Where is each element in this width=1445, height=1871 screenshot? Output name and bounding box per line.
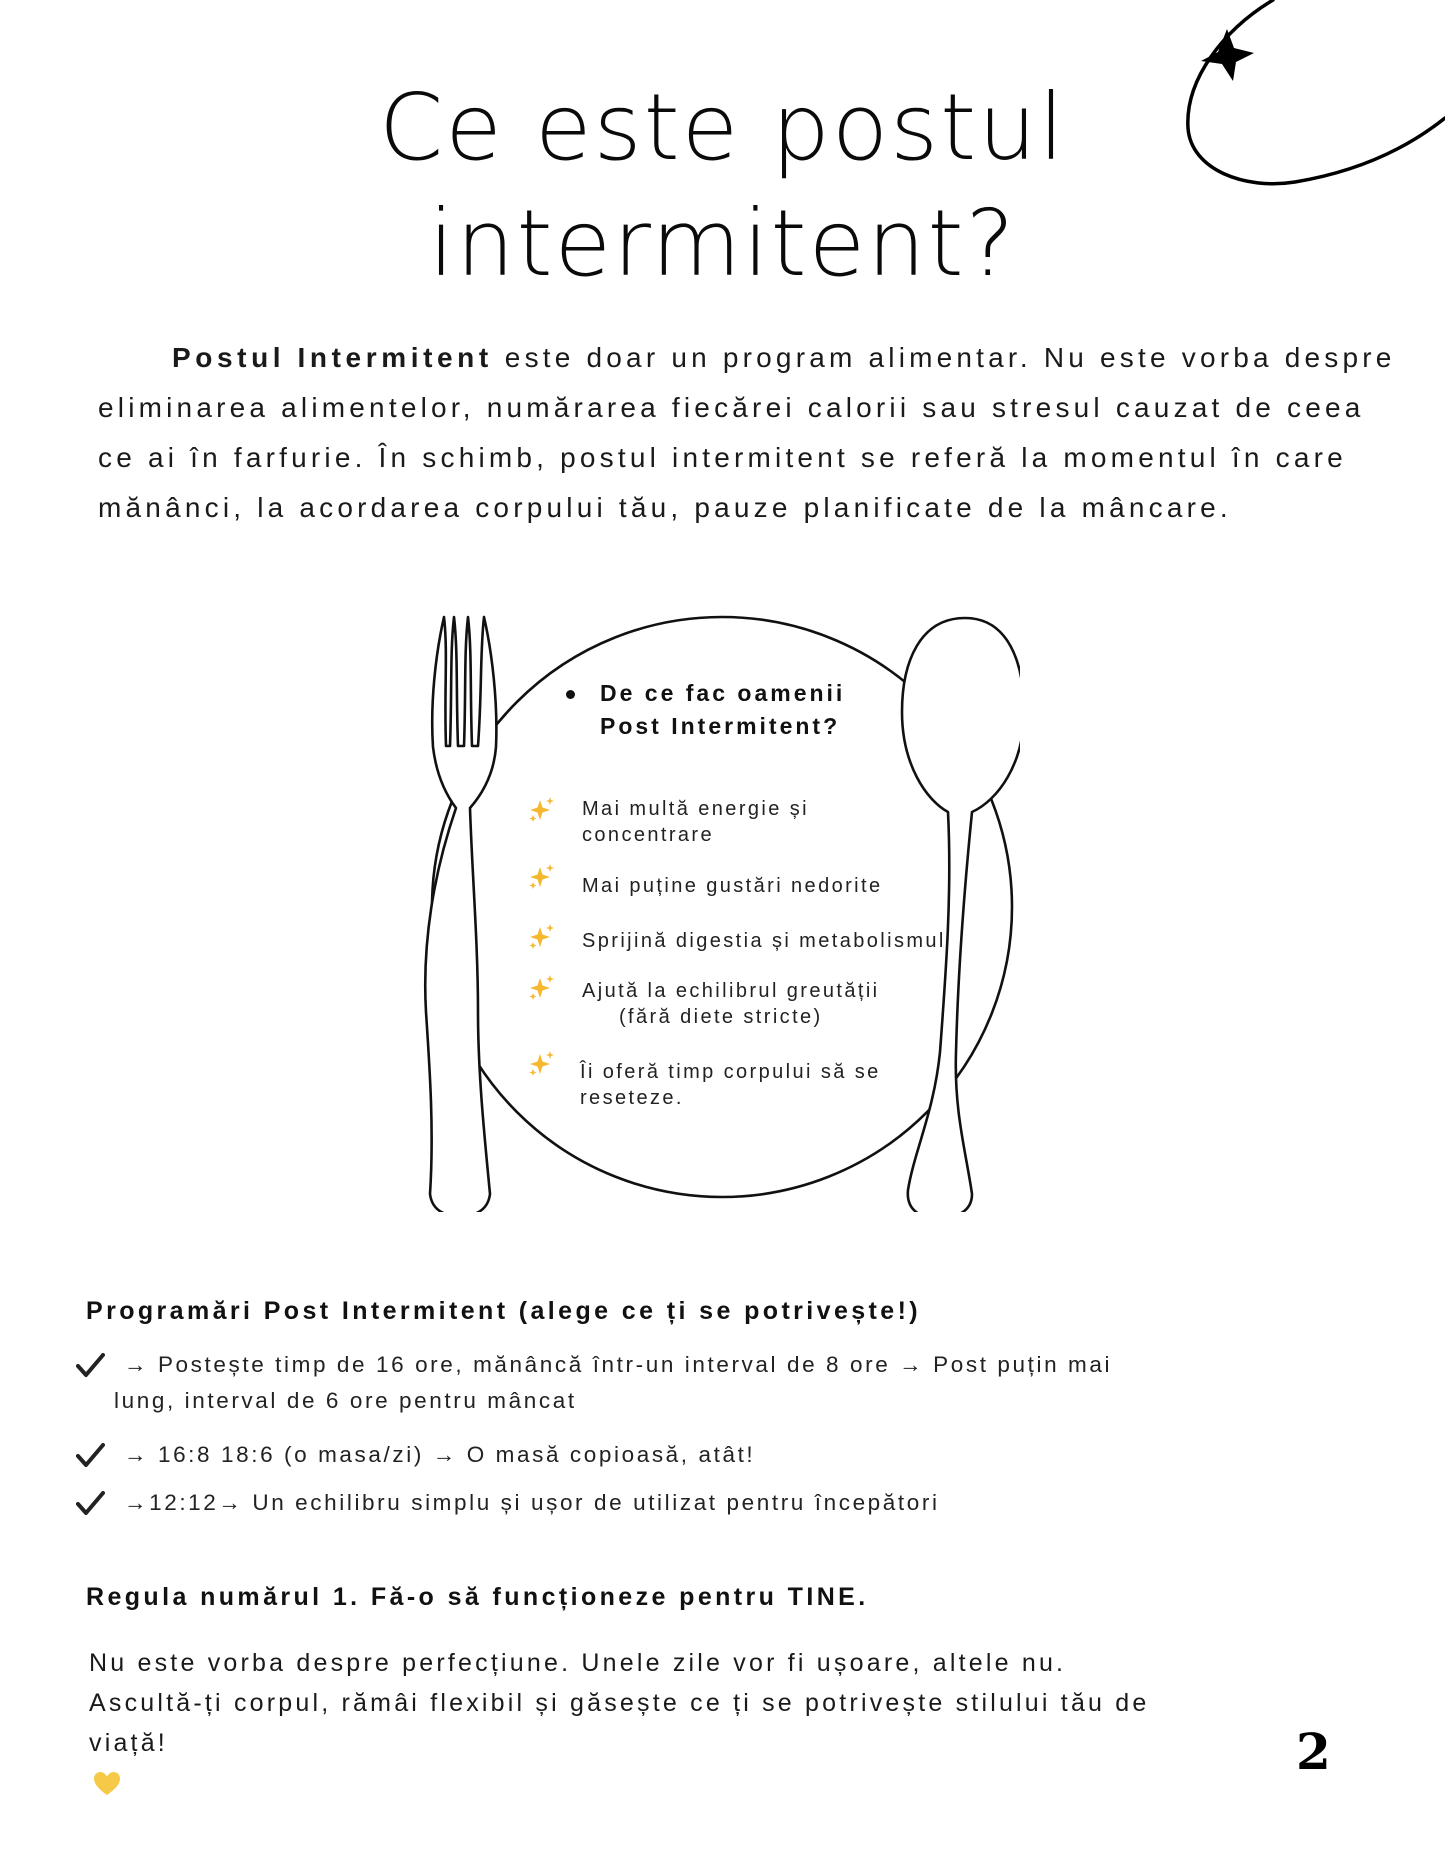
intro-paragraph: [98, 333, 1398, 533]
yellow-heart-icon: [93, 1771, 121, 1797]
sparkles-icon: [528, 863, 556, 891]
title-line-2: intermitent?: [428, 190, 1017, 297]
check-icon: [76, 1353, 106, 1379]
benefit-line: (fără diete stricte): [619, 1006, 823, 1028]
schedule-item: [76, 1347, 1112, 1419]
rule-heading: Regula numărul 1. Fă-o să funcționeze pentru TINE.: [86, 1583, 869, 1611]
schedule-line: →12:12→ Un echilibru simplu și ușor de utilizat pentru începători: [124, 1490, 940, 1515]
closing-paragraph: [89, 1643, 1289, 1803]
benefit-line: reseteze.: [580, 1087, 684, 1109]
benefit-line: Mai puține gustări nedorite: [582, 875, 883, 897]
schedule-line: → Postește timp de 16 ore, mănâncă într-un interval de 8 ore → Post puțin mai: [124, 1352, 1113, 1377]
benefit-item: [528, 928, 946, 954]
title-line-1: Ce este postul: [378, 74, 1067, 181]
benefit-item: [528, 978, 880, 1030]
plate-heading-line-1: De ce fac oamenii: [600, 680, 846, 706]
schedule-item: [76, 1437, 755, 1473]
sparkles-icon: [528, 974, 556, 1002]
benefit-line: Ajută la echilibrul greutății: [582, 980, 880, 1002]
closing-line-1: Nu este vorba despre perfecțiune. Unele zile vor fi ușoare, altele nu.: [89, 1649, 1067, 1677]
closing-line-3: viață!: [89, 1729, 168, 1757]
benefit-line: Îi oferă timp corpului să se: [580, 1061, 881, 1083]
schedules-heading: Programări Post Intermitent (alege ce ți se potrivește!): [86, 1297, 922, 1325]
benefit-item: [528, 873, 883, 899]
benefit-line: Mai multă energie și: [582, 798, 809, 820]
intro-text: este doar un program alimentar. Nu este vorba despre eliminarea alimentelor, numărarea fiecărei calorii sau stresul cauzat de ceea ce ai în farfurie. În schimb, postul intermitent se referă la momentul în care mănânci, la acordarea corpului tău, pauze planificate de la mâncare.: [98, 342, 1396, 523]
closing-line-2: Ascultă-ți corpul, rămâi flexibil și găsește ce ți se potrivește stilului tău de: [89, 1689, 1150, 1717]
benefit-line: concentrare: [582, 824, 715, 846]
plate-heading: [566, 677, 845, 743]
sparkles-icon: [528, 923, 556, 951]
intro-bold: Postul Intermitent: [172, 342, 493, 373]
schedule-line: lung, interval de 6 ore pentru mâncat: [114, 1388, 577, 1413]
page-number: 2: [1296, 1722, 1331, 1781]
plate-heading-line-2: Post Intermitent?: [600, 713, 841, 739]
sparkles-icon: [528, 796, 556, 824]
bullet-icon: [566, 690, 575, 699]
schedule-item: [76, 1485, 940, 1521]
schedule-line: → 16:8 18:6 (o masa/zi) → O masă copioasă, atât!: [124, 1442, 756, 1467]
check-icon: [76, 1443, 106, 1469]
sparkles-icon: [528, 1050, 556, 1078]
benefit-line: Sprijină digestia și metabolismul: [582, 930, 946, 952]
benefit-item: [528, 1059, 881, 1111]
benefit-item: [528, 796, 809, 848]
page-title: [0, 70, 1445, 302]
check-icon: [76, 1491, 106, 1517]
